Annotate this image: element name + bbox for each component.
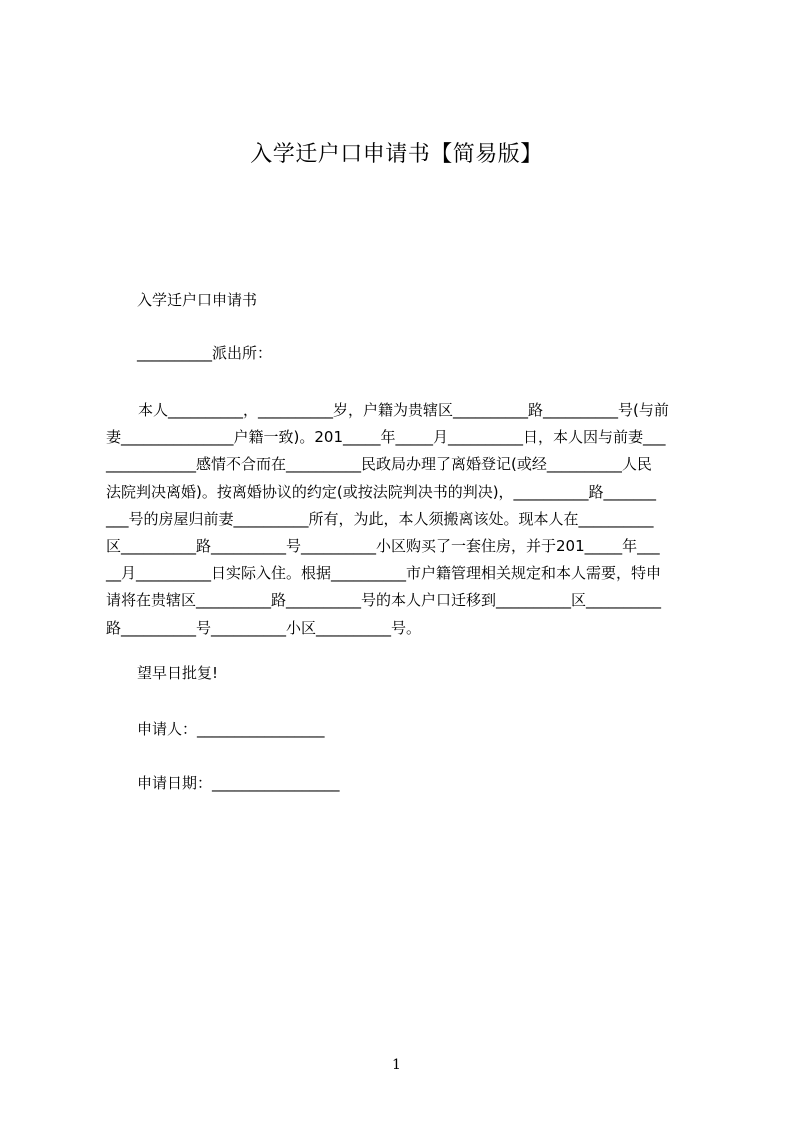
body-line: __月__________日实际入住。根据__________市户籍管理相关规定和本人需要，特申: [106, 564, 662, 583]
body-line: 妻_______________户籍一致)。201_____年_____月__________日，本人因与前妻___: [106, 428, 666, 447]
body-line: ___号的房屋归前妻__________所有，为此，本人须搬离该处。现本人在__________: [106, 509, 654, 528]
body-line: 请将在贵辖区__________路__________号的本人户口迁移到__________区__________: [106, 591, 662, 610]
body-line: 法院判决离婚)。按离婚协议的约定(或按法院判决书的判决)，__________路_______: [106, 482, 657, 501]
document-title: 入学迁户口申请书【简易版】: [250, 142, 543, 167]
body-line: 区__________路__________号__________小区购买了一套住房，并于201_____年___: [106, 536, 660, 555]
page-number: 1: [392, 1057, 401, 1073]
application-date-line: 申请日期：_________________: [137, 774, 340, 792]
body-line: 路__________号__________小区__________号。: [106, 618, 422, 637]
closing-line: 望早日批复!: [137, 664, 219, 682]
addressee-line: __________派出所：: [137, 344, 273, 362]
applicant-signature-line: 申请人：_________________: [137, 720, 325, 738]
body-line: ____________感情不合而在__________民政局办理了离婚登记(或经__________人民: [106, 455, 652, 474]
letter-heading: 入学迁户口申请书: [137, 291, 258, 309]
body-line: 本人__________，__________岁，户籍为贵辖区__________路__________号(与前: [138, 401, 669, 419]
letter-body: [106, 397, 696, 642]
